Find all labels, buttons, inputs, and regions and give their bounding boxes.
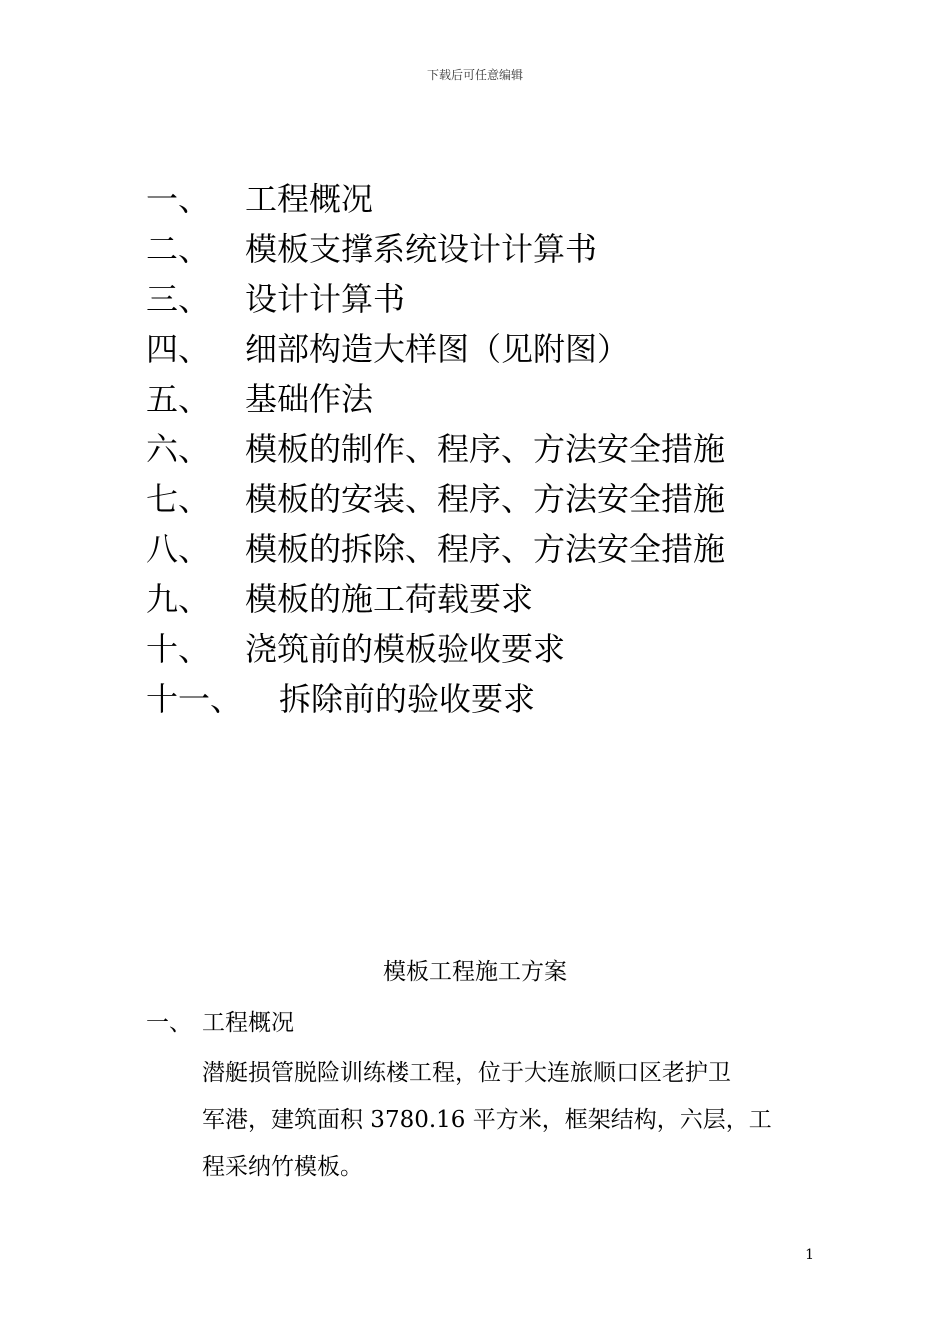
toc-item [146,574,906,624]
toc-item-title: 工程概况 [245,180,374,218]
toc-item [146,674,906,724]
paragraph-line: 军港，建筑面积 3780.16 平方米，框架结构，六层，工 [202,1107,772,1133]
toc-item [146,374,906,424]
paragraph-line: 潜艇损管脱险训练楼工程，位于大连旅顺口区老护卫 [202,1060,731,1086]
toc-item [146,424,906,474]
toc-item [146,474,906,524]
toc-item-number: 四、 [146,330,211,368]
toc-item-title: 模板的制作、程序、方法安全措施 [245,430,726,468]
toc-item-title: 细部构造大样图（见附图） [245,330,630,368]
toc-item-title: 拆除前的验收要求 [279,680,536,718]
toc-item-title: 模板的安装、程序、方法安全措施 [245,480,726,518]
header-note: 下载后可任意编辑 [426,68,523,82]
toc-item [146,224,906,274]
toc-item-number: 六、 [146,430,211,468]
toc-item-number: 十一、 [146,680,243,718]
toc-item-title: 基础作法 [245,380,374,418]
section-heading [146,1003,294,1043]
toc-item-number: 十、 [146,630,211,668]
body-paragraph [202,1050,806,1191]
toc-item-number: 七、 [146,480,211,518]
toc-item-title: 设计计算书 [245,280,406,318]
toc-item-number: 八、 [146,530,211,568]
toc-item-number: 九、 [146,580,211,618]
toc-item-number: 二、 [146,230,211,268]
toc-item [146,174,906,224]
toc-item-title: 模板的施工荷载要求 [245,580,534,618]
toc-item [146,624,906,674]
toc-item-title: 模板的拆除、程序、方法安全措施 [245,530,726,568]
toc-item-title: 浇筑前的模板验收要求 [245,630,566,668]
table-of-contents [146,174,906,724]
toc-item [146,274,906,324]
section-number: 一、 [146,1010,192,1036]
toc-item [146,524,906,574]
toc-item-title: 模板支撑系统设计计算书 [245,230,598,268]
toc-item-number: 三、 [146,280,211,318]
section-title: 工程概况 [202,1010,294,1036]
toc-item [146,324,906,374]
toc-item-number: 一、 [146,180,211,218]
page-number: 1 [805,1247,814,1263]
toc-item-number: 五、 [146,380,211,418]
paragraph-line: 程采纳竹模板。 [202,1154,363,1180]
document-title: 模板工程施工方案 [383,959,567,985]
